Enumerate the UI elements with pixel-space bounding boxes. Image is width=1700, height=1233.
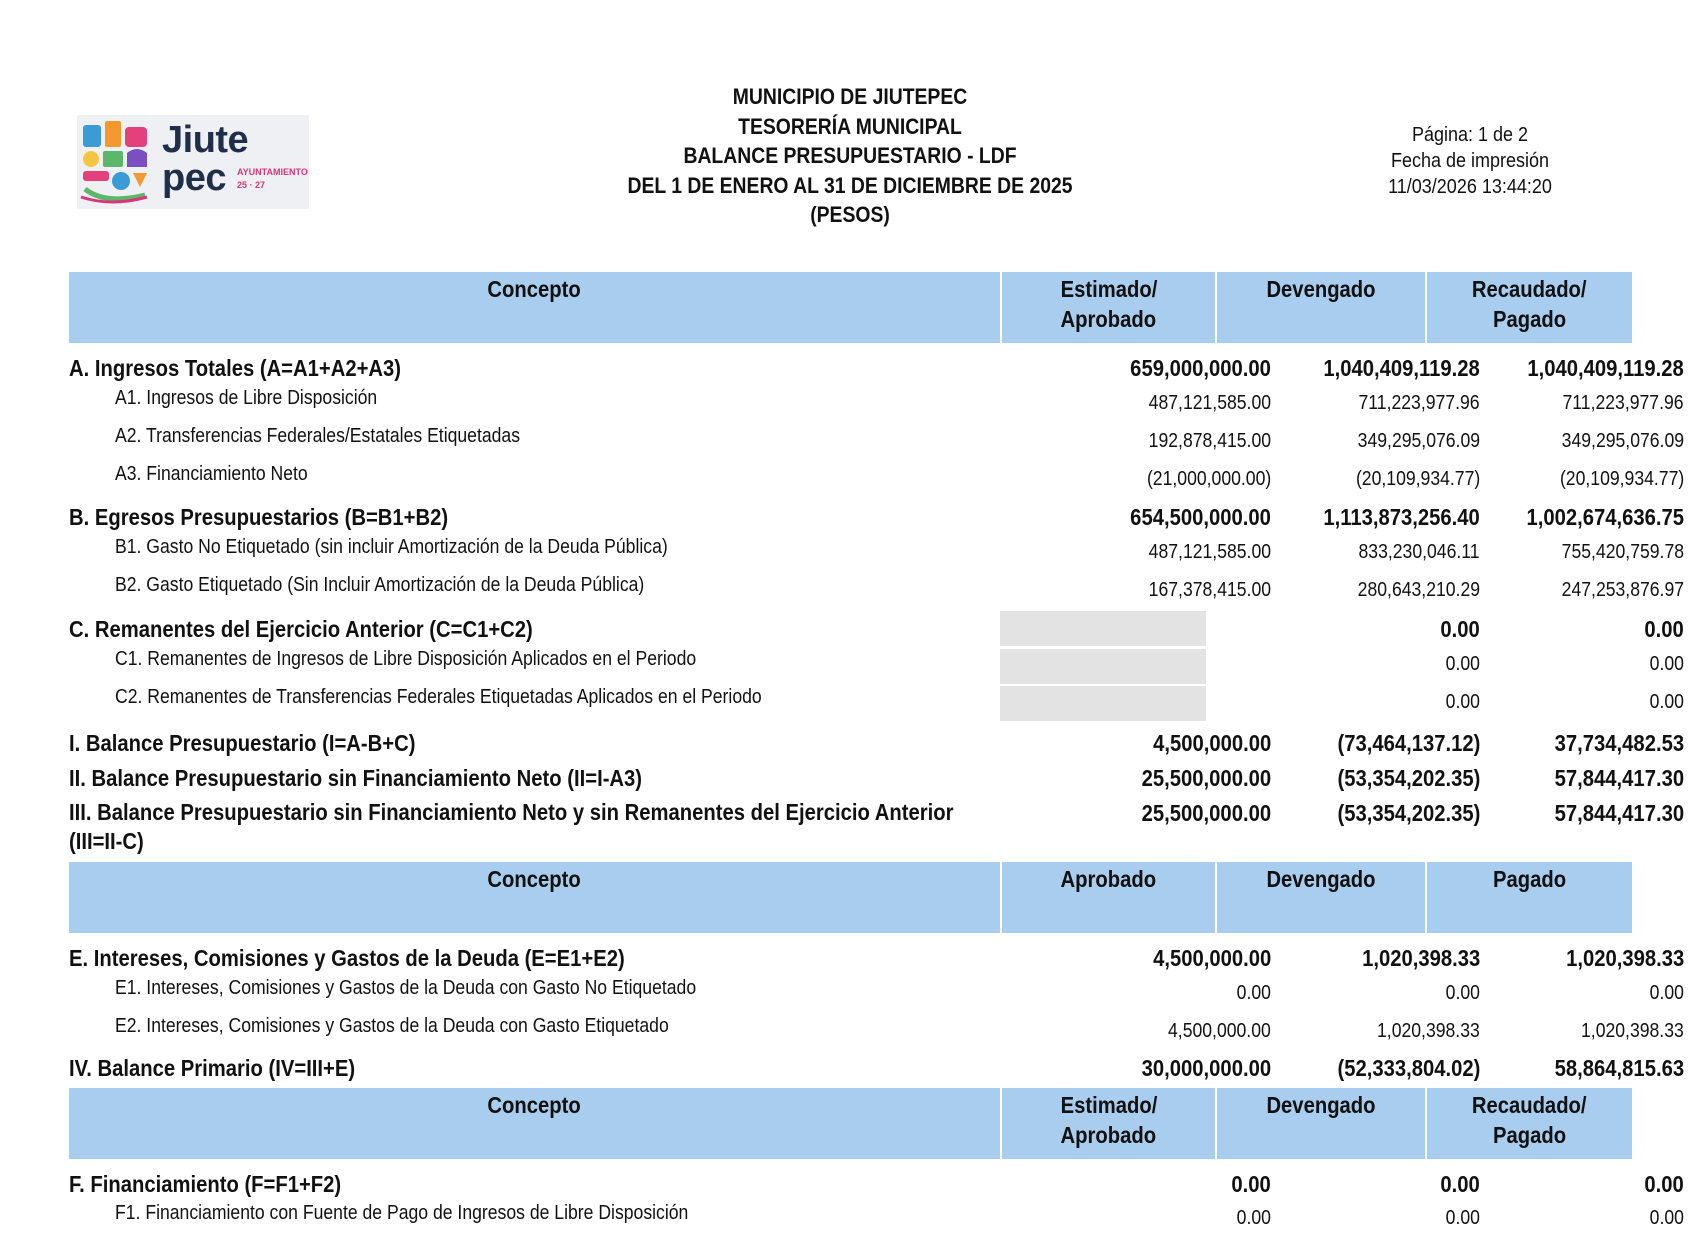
row-label: C1. Remanentes de Ingresos de Libre Disposición Aplicados en el Periodo [115, 648, 697, 670]
header-recaudado-pagado: Recaudado/ Pagado [1425, 272, 1632, 343]
value-recaudado: (20,109,934.77) [1559, 468, 1684, 490]
header-estimado-aprobado: Estimado/ Aprobado [1000, 272, 1215, 343]
row-iii [69, 798, 1684, 856]
row-c1 [69, 645, 1684, 675]
row-a [69, 353, 1684, 383]
row-label: II. Balance Presupuestario sin Financiamiento Neto (II=I-A3) [69, 765, 643, 791]
row-label: E. Intereses, Comisiones y Gastos de la Deuda (E=E1+E2) [69, 945, 625, 971]
value-recaudado: 755,420,759.78 [1561, 541, 1684, 563]
value-pagado: 58,864,815.63 [1554, 1055, 1684, 1081]
value-devengado: (20,109,934.77) [1355, 468, 1480, 490]
logo-text-line2: pec [162, 157, 226, 199]
row-iv [69, 1053, 1684, 1083]
value-recaudado: 0.00 [1649, 653, 1684, 675]
value-recaudado: 247,253,876.97 [1561, 579, 1684, 601]
heading-line-2: TESORERÍA MUNICIPAL [738, 113, 962, 139]
table-header-2 [69, 862, 1632, 933]
municipality-logo [77, 115, 309, 209]
page-number: Página: 1 de 2 [1411, 124, 1529, 146]
value-devengado: 0.00 [1445, 691, 1480, 713]
value-estimado: 167,378,415.00 [1148, 579, 1271, 601]
value-estimado: 0.00 [1231, 1171, 1271, 1197]
table-header-3 [69, 1088, 1632, 1159]
value-estimado: 0.00 [1236, 1207, 1271, 1229]
value-estimado: 654,500,000.00 [1130, 504, 1271, 530]
header-devengado: Devengado [1215, 272, 1425, 343]
row-a3 [69, 460, 1684, 490]
value-recaudado: 1,040,409,119.28 [1527, 355, 1684, 381]
value-devengado: 1,040,409,119.28 [1323, 355, 1480, 381]
value-recaudado: 0.00 [1649, 691, 1684, 713]
row-label: C2. Remanentes de Transferencias Federales Etiquetadas Aplicados en el Periodo [115, 686, 762, 708]
header-aprobado: Aprobado [1000, 862, 1215, 933]
value-recaudado: 711,223,977.96 [1562, 392, 1684, 414]
value-pagado: 0.00 [1649, 982, 1684, 1004]
value-aprobado: 0.00 [1236, 982, 1271, 1004]
value-devengado: 280,643,210.29 [1357, 579, 1480, 601]
value-recaudado: 0.00 [1649, 1207, 1684, 1229]
header-concepto: Concepto [487, 276, 582, 302]
row-f1 [69, 1199, 1684, 1229]
header-concepto: Concepto [487, 866, 582, 892]
row-label: E1. Intereses, Comisiones y Gastos de la Deuda con Gasto No Etiquetado [115, 977, 697, 999]
value-recaudado: 37,734,482.53 [1554, 730, 1684, 756]
value-devengado: (53,354,202.35) [1337, 765, 1480, 791]
value-recaudado: 349,295,076.09 [1561, 430, 1684, 452]
value-recaudado: 57,844,417.30 [1554, 800, 1684, 826]
value-devengado: (53,354,202.35) [1337, 800, 1480, 826]
row-a1 [69, 384, 1684, 414]
row-ii [69, 763, 1684, 793]
value-estimado: 659,000,000.00 [1130, 355, 1271, 381]
header-pagado: Pagado [1425, 862, 1632, 933]
value-devengado: 0.00 [1445, 1207, 1480, 1229]
row-label: I. Balance Presupuestario (I=A-B+C) [69, 730, 416, 756]
header-concepto: Concepto [487, 1092, 582, 1118]
row-label: A. Ingresos Totales (A=A1+A2+A3) [69, 355, 402, 381]
value-estimado: 4,500,000.00 [1152, 730, 1271, 756]
print-date: 11/03/2026 13:44:20 [1388, 176, 1552, 198]
row-label [69, 798, 953, 856]
row-label: E2. Intereses, Comisiones y Gastos de la Deuda con Gasto Etiquetado [115, 1015, 669, 1037]
value-devengado: 711,223,977.96 [1358, 392, 1480, 414]
row-label: B2. Gasto Etiquetado (Sin Incluir Amortización de la Deuda Pública) [115, 574, 645, 596]
print-date-label: Fecha de impresión [1390, 150, 1550, 172]
logo-subtext-1: AYUNTAMIENTO [237, 167, 308, 177]
value-estimado: (21,000,000.00) [1146, 468, 1271, 490]
value-aprobado: 4,500,000.00 [1152, 945, 1271, 971]
heading-line-4: DEL 1 DE ENERO AL 31 DE DICIEMBRE DE 2025 [627, 172, 1073, 198]
logo-text-line1: Jiute [162, 119, 249, 161]
header-devengado: Devengado [1215, 1088, 1425, 1159]
row-label: F1. Financiamiento con Fuente de Pago de Ingresos de Libre Disposición [115, 1202, 689, 1224]
heading-line-3: BALANCE PRESUPUESTARIO - LDF [683, 143, 1017, 168]
report-heading [550, 82, 1150, 230]
heading-line-1: MUNICIPIO DE JIUTEPEC [732, 84, 968, 109]
value-devengado: 1,113,873,256.40 [1323, 504, 1480, 530]
value-devengado: 0.00 [1445, 982, 1480, 1004]
value-recaudado: 0.00 [1644, 616, 1684, 642]
row-label: IV. Balance Primario (IV=III+E) [69, 1055, 356, 1081]
value-recaudado: 57,844,417.30 [1554, 765, 1684, 791]
header-recaudado-pagado: Recaudado/ Pagado [1425, 1088, 1632, 1159]
value-estimado: 25,500,000.00 [1141, 765, 1271, 791]
value-estimado: 25,500,000.00 [1141, 800, 1271, 826]
row-label: A2. Transferencias Federales/Estatales Etiquetadas [115, 425, 521, 447]
row-label-line2: (III=II-C) [69, 828, 144, 854]
value-estimado: 487,121,585.00 [1148, 392, 1271, 414]
row-a2 [69, 422, 1684, 452]
value-recaudado: 1,002,674,636.75 [1526, 504, 1684, 530]
value-devengado: (73,464,137.12) [1337, 730, 1480, 756]
row-e1 [69, 974, 1684, 1004]
row-i [69, 728, 1684, 758]
row-b1 [69, 533, 1684, 563]
value-aprobado: 4,500,000.00 [1168, 1020, 1271, 1042]
header-devengado: Devengado [1215, 862, 1425, 933]
value-recaudado: 0.00 [1644, 1171, 1684, 1197]
logo-subtext-2: 25 · 27 [237, 180, 266, 190]
value-aprobado: 30,000,000.00 [1141, 1055, 1271, 1081]
row-label: C. Remanentes del Ejercicio Anterior (C=C1+C2) [69, 616, 533, 642]
value-estimado: 487,121,585.00 [1148, 541, 1271, 563]
row-label: A3. Financiamiento Neto [115, 463, 308, 485]
row-label: B. Egresos Presupuestarios (B=B1+B2) [69, 504, 449, 530]
value-devengado: 833,230,046.11 [1358, 541, 1480, 563]
row-c [69, 614, 1684, 644]
row-e2 [69, 1012, 1684, 1042]
value-pagado: 1,020,398.33 [1565, 945, 1684, 971]
value-devengado: 349,295,076.09 [1357, 430, 1480, 452]
value-devengado: 0.00 [1440, 1171, 1480, 1197]
row-e [69, 943, 1684, 973]
row-b2 [69, 571, 1684, 601]
value-devengado: 0.00 [1445, 653, 1480, 675]
page-meta [1350, 122, 1590, 200]
row-b [69, 502, 1684, 532]
row-label: F. Financiamiento (F=F1+F2) [69, 1171, 342, 1197]
header-estimado-aprobado: Estimado/ Aprobado [1000, 1088, 1215, 1159]
row-label-line1: III. Balance Presupuestario sin Financiamiento Neto y sin Remanentes del Ejercicio Anterior [69, 799, 954, 825]
row-label: A1. Ingresos de Libre Disposición [115, 387, 378, 409]
row-c2 [69, 683, 1684, 713]
table-header-1 [69, 272, 1632, 343]
value-devengado: (52,333,804.02) [1337, 1055, 1480, 1081]
row-label: B1. Gasto No Etiquetado (sin incluir Amortización de la Deuda Pública) [115, 536, 668, 558]
value-pagado: 1,020,398.33 [1581, 1020, 1684, 1042]
value-devengado: 0.00 [1440, 616, 1480, 642]
heading-line-5: (PESOS) [810, 202, 890, 227]
value-devengado: 1,020,398.33 [1361, 945, 1480, 971]
value-devengado: 1,020,398.33 [1377, 1020, 1480, 1042]
value-estimado: 192,878,415.00 [1148, 430, 1271, 452]
row-f [69, 1169, 1684, 1199]
